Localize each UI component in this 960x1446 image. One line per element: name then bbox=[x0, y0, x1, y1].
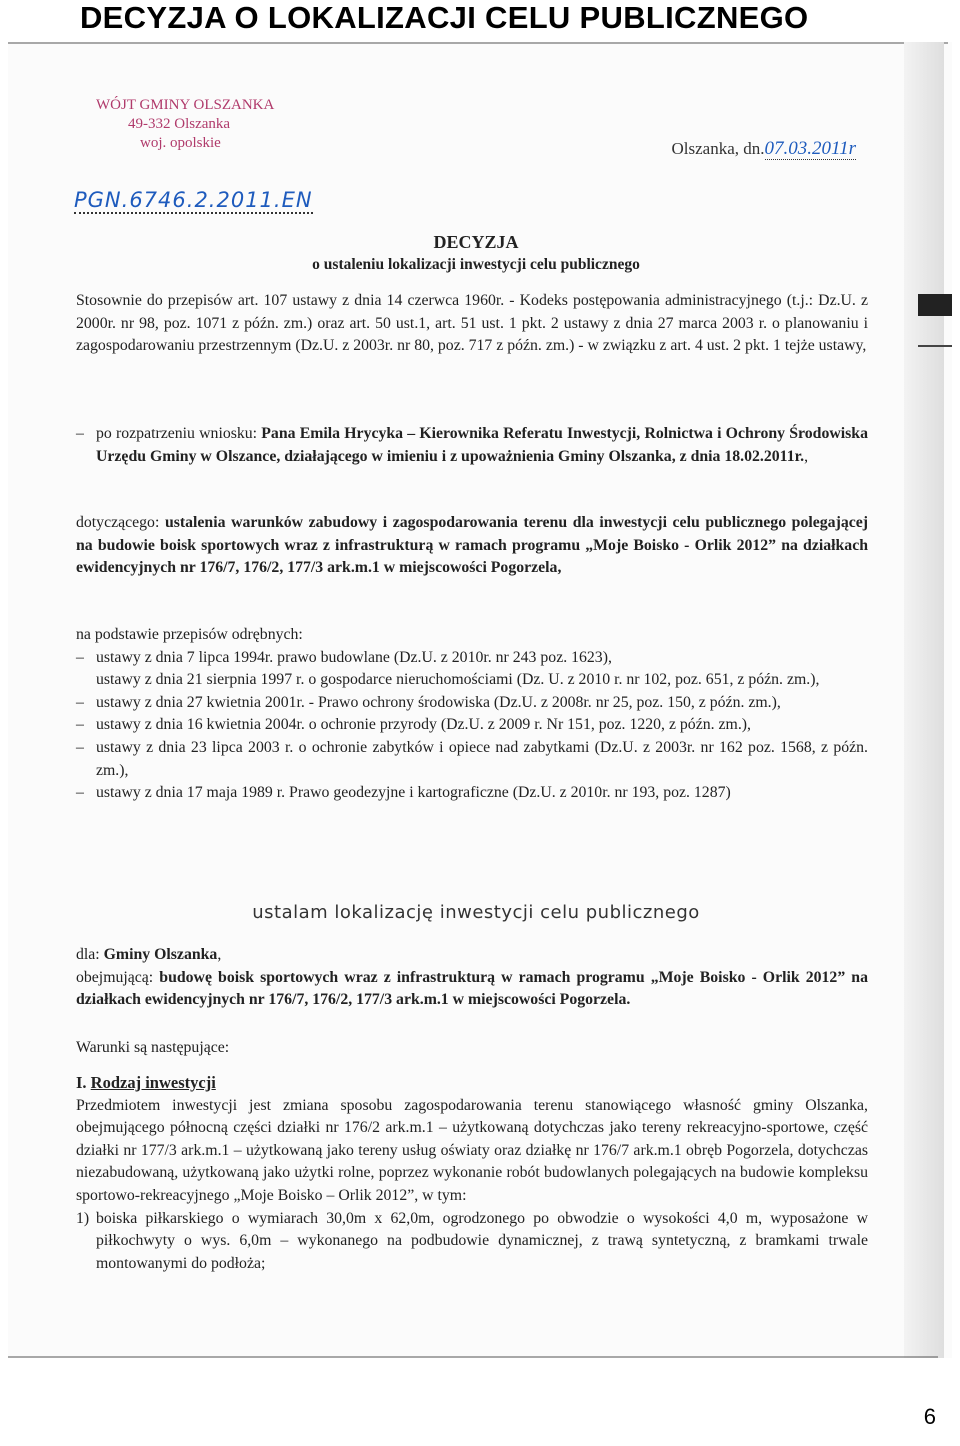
document-date bbox=[672, 138, 857, 160]
scan-edge-line bbox=[918, 345, 952, 347]
legal-basis-item: – ustawy z dnia 27 kwietnia 2001r. - Prawo ochrony środowiska (Dz.U. z 2008r. nr 25, poz. 150, z późn. zm.), bbox=[76, 692, 868, 715]
reference-number: PGN.6746.2.2011.EN bbox=[74, 188, 313, 212]
application-suffix: , bbox=[804, 447, 809, 465]
scan-bottom-border bbox=[8, 1356, 938, 1358]
decision-title: DECYZJA bbox=[433, 232, 519, 252]
section-heading bbox=[76, 1072, 868, 1095]
conditions-label: Warunki są następujące: bbox=[76, 1039, 230, 1056]
office-stamp bbox=[96, 96, 274, 153]
date-label: Olszanka, dn. bbox=[671, 139, 765, 158]
covering-label: obejmującą: bbox=[76, 968, 160, 986]
intro-paragraph: Stosownie do przepisów art. 107 ustawy z dnia 14 czerwca 1960r. - Kodeks postępowania administracyjnego (t.j.: Dz.U. z 2000r. nr 98, poz. 1071 z późn. zm.) oraz art. 50 ust.1, art. 51 ust. 1 pkt. 2 ustawy z dnia 27 marca 2003 r. o planowaniu i zagospodarowaniu przestrzennym (Dz.U. z 2003r. nr 80, poz. 717 z późn. zm.) - w związku z art. 4 ust. 2 pkt. 1 tejże ustawy, bbox=[76, 292, 868, 355]
stamp-line: woj. opolskie bbox=[140, 135, 221, 151]
stamp-line: WÓJT GMINY OLSZANKA bbox=[96, 97, 275, 113]
date-handwritten: 07.03.2011r bbox=[764, 138, 856, 159]
scan-edge-mark bbox=[918, 294, 952, 316]
scanned-document bbox=[8, 42, 952, 1358]
decision-subtitle: o ustaleniu lokalizacji inwestycji celu publicznego bbox=[312, 256, 640, 273]
beneficiary-section bbox=[76, 944, 868, 1012]
slide-title: DECYZJA O LOKALIZACJI CELU PUBLICZNEGO bbox=[80, 0, 809, 35]
legal-basis-item: – ustawy z dnia 23 lipca 2003 r. o ochronie zabytków i opiece nad zabytkami (Dz.U. z 2003r. nr 162 poz. 1568, z późn. zm.), bbox=[76, 737, 868, 782]
page-number: 6 bbox=[923, 1404, 936, 1429]
application-paragraph bbox=[76, 423, 868, 468]
application-applicant: Pana Emila Hrycyka – Kierownika Referatu Inwestycji, Rolnictwa i Ochrony Środowiska Urzędu Gminy w Olszance, działającego w imieniu i z upoważnienia Gminy Olszanka, z dnia 18.02.2011r. bbox=[96, 425, 868, 465]
concerning-subject: ustalenia warunków zabudowy i zagospodarowania terenu dla inwestycji celu publicznego polegającej na budowie boisk sportowych wraz z infrastrukturą w ramach programu „Moje Boisko - Orlik 2012” na działkach ewidencyjnych nr 176/7, 176/2, 177/3 ark.m.1 w miejscowości Pogorzela, bbox=[76, 514, 869, 577]
list-item bbox=[76, 1208, 868, 1276]
legal-basis-item: – ustawy z dnia 16 kwietnia 2004r. o ochronie przyrody (Dz.U. z 2009 r. Nr 151, poz. 1220, z późn. zm.), bbox=[76, 714, 868, 737]
ruling-heading: ustalam lokalizację inwestycji celu publicznego bbox=[252, 902, 700, 923]
scan-top-border bbox=[8, 42, 948, 44]
concerning-prefix: dotyczącego: bbox=[76, 514, 165, 531]
legal-basis-list bbox=[76, 647, 868, 805]
list-item-number: 1) bbox=[76, 1209, 90, 1227]
legal-basis-item: ustawy z dnia 21 sierpnia 1997 r. o gospodarce nieruchomościami (Dz. U. z 2010 r. nr 102, poz. 651, z późn. zm.), bbox=[96, 671, 820, 689]
for-beneficiary: Gminy Olszanka bbox=[103, 946, 218, 963]
legal-basis-item: – ustawy z dnia 17 maja 1989 r. Prawo geodezyjne i kartograficzne (Dz.U. z 2010r. nr 193, poz. 1287) bbox=[76, 782, 868, 805]
covering-scope: budowę boisk sportowych wraz z infrastrukturą w ramach programu „Moje Boisko - Orlik 2012” na działkach ewidencyjnych nr 176/7, 176/2, 177/3 ark.m.1 w miejscowości Pogorzela. bbox=[76, 968, 868, 1009]
section-title: Rodzaj inwestycji bbox=[90, 1073, 216, 1092]
for-suffix: , bbox=[217, 946, 222, 963]
section-body: Przedmiotem inwestycji jest zmiana sposobu zagospodarowania terenu stanowiącego własność gminy Olszanka, obejmującego północną części działki nr 176/2 ark.m.1 – użytkowaną dotychczas jako tereny rekreacyjno-sportowe, część działki nr 177/3 ark.m.1 – użytkowaną jako tereny usług oświaty oraz działkę nr 176/7 ark.m.1 obręb Pogorzela, dotychczas niezabudowaną, użytkowaną jako użytki rolne, poprzez wykonanie robót budowlanych polegających na budowie kompleksu sportowo-rekreacyjnego „Moje Boisko – Orlik 2012”, w tym: bbox=[76, 1096, 868, 1204]
for-label: dla: bbox=[76, 946, 104, 963]
legal-basis-section bbox=[76, 624, 868, 805]
stamp-line: 49-332 Olszanka bbox=[128, 116, 231, 132]
legal-basis-item: – ustawy z dnia 7 lipca 1994r. prawo budowlane (Dz.U. z 2010r. nr 243 poz. 1623), bbox=[76, 647, 868, 670]
section-number: I. bbox=[76, 1073, 87, 1092]
legal-basis-intro: na podstawie przepisów odrębnych: bbox=[76, 626, 303, 643]
section-investment-type bbox=[76, 1072, 868, 1275]
concerning-paragraph bbox=[76, 512, 868, 580]
list-item-text: boiska piłkarskiego o wymiarach 30,0m x 62,0m, ogrodzonego po obwodzie o wysokości 4,0 m, wyposażone w piłkochwyty o wys. 6,0m – wykonanego na podbudowie dynamicznej, z trawą syntetyczną, z bramkami trwale montowanymi do podłoża; bbox=[96, 1209, 868, 1272]
application-prefix: po rozpatrzeniu wniosku: bbox=[96, 425, 262, 442]
